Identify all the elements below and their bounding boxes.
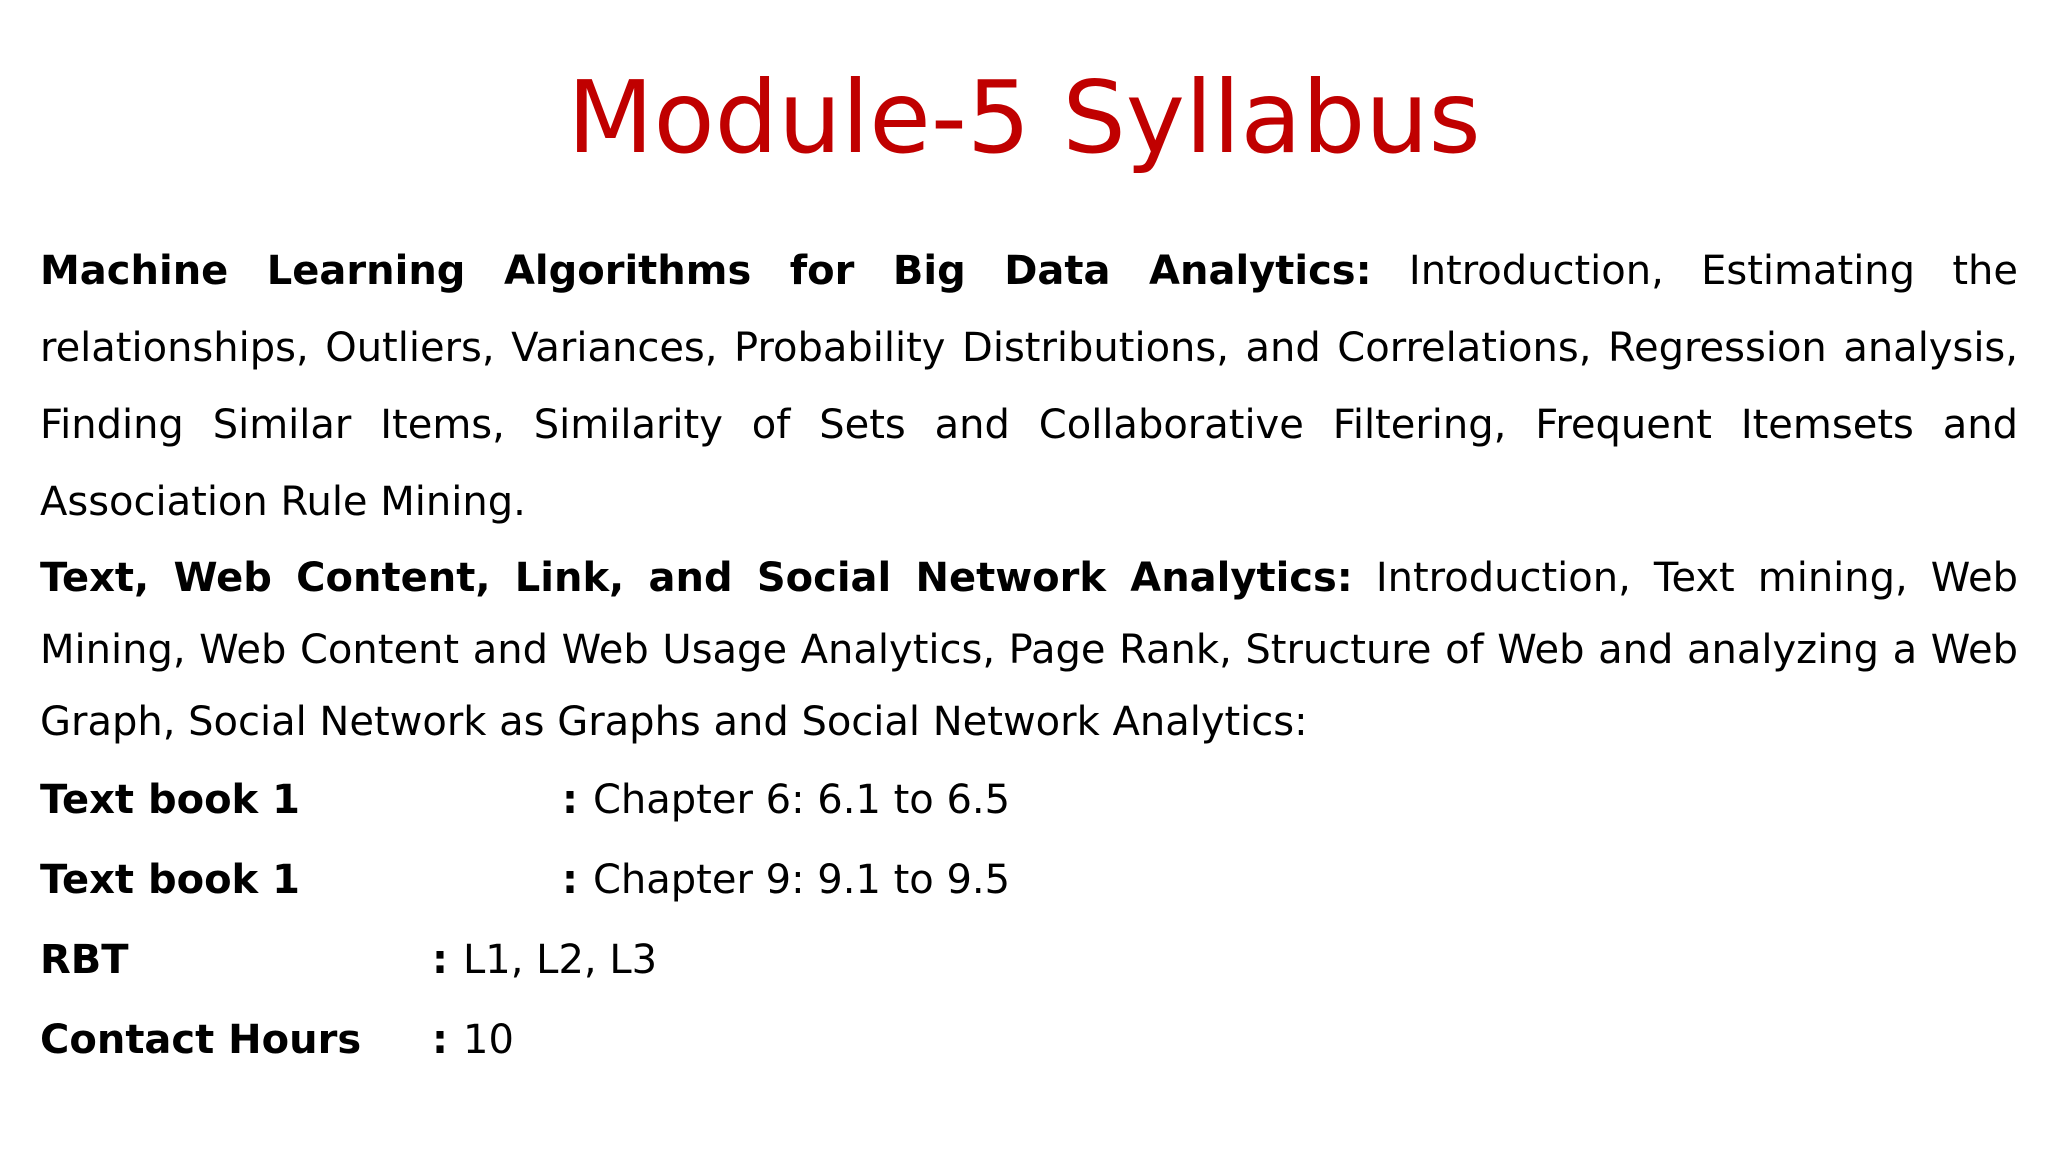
section-web-analytics: [40, 542, 2018, 758]
section-body: Introduction, Text mining, Web Mining, Web Content and Web Usage Analytics, Page Rank, Structure of Web and analyzing a Web Graph, Social Network as Graphs and Social Network Analytics:: [40, 555, 2018, 745]
info-label: Text book 1: [40, 857, 300, 903]
info-separator: :: [562, 777, 578, 823]
info-value: 10: [463, 1017, 514, 1063]
info-value: Chapter 9: 9.1 to 9.5: [593, 857, 1011, 903]
section-heading: Machine Learning Algorithms for Big Data Analytics:: [40, 248, 1372, 294]
info-value: L1, L2, L3: [463, 937, 658, 983]
info-value: Chapter 6: 6.1 to 6.5: [593, 777, 1011, 823]
info-separator: :: [432, 937, 448, 983]
section-ml-algorithms: [40, 233, 2018, 541]
info-label: Text book 1: [40, 777, 300, 823]
info-label: RBT: [40, 937, 129, 983]
section-heading: Text, Web Content, Link, and Social Network Analytics:: [40, 555, 1353, 601]
info-separator: :: [432, 1017, 448, 1063]
info-separator: :: [562, 857, 578, 903]
page-title: Module-5 Syllabus: [567, 59, 1481, 176]
info-label: Contact Hours: [40, 1017, 362, 1063]
section-body: Introduction, Estimating the relationships, Outliers, Variances, Probability Distributions, and Correlations, Regression analysis, Finding Similar Items, Similarity of Sets and Collaborative Filtering, Frequent Itemsets and Association Rule Mining.: [40, 248, 2018, 525]
